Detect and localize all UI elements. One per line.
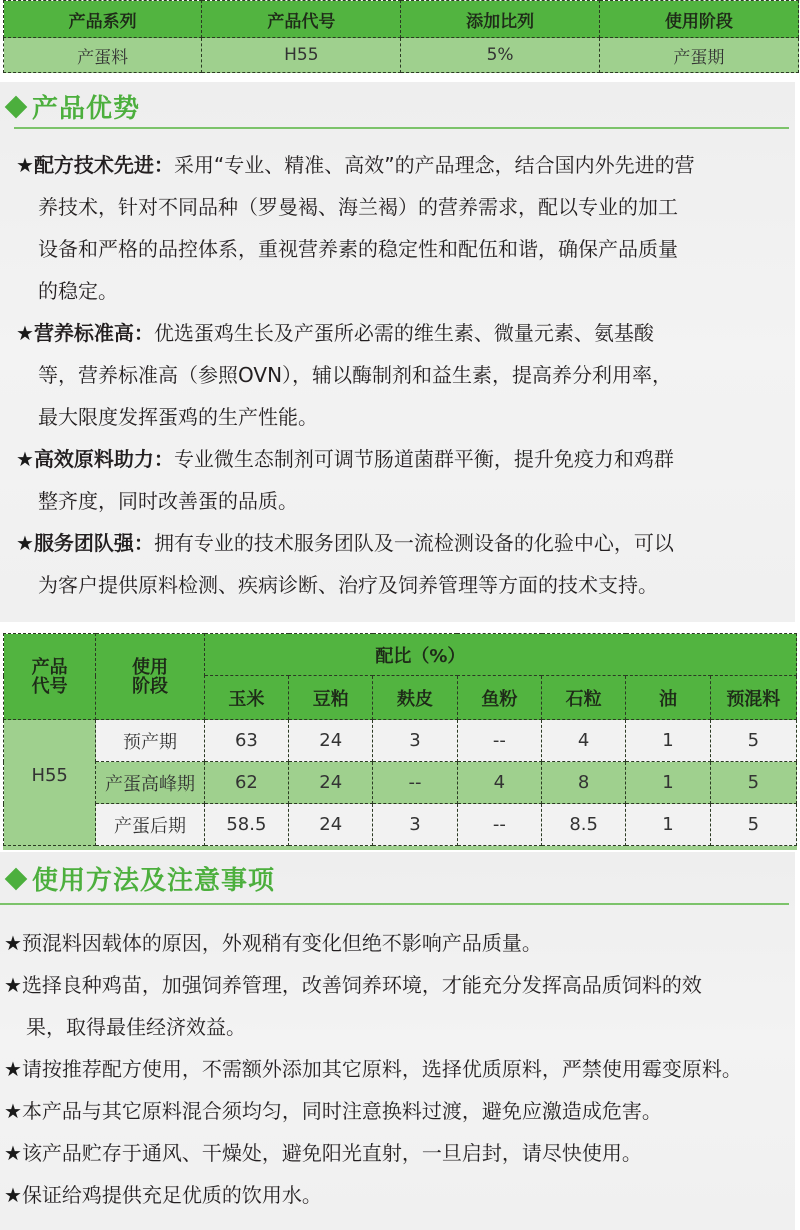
star-icon: ★: [4, 973, 22, 997]
header-product-series: 产品系列: [4, 1, 202, 38]
star-icon: ★: [4, 1057, 22, 1081]
usage-line: 果，取得最佳经济效益。: [26, 1015, 246, 1039]
advantage-line: 的稳定。: [38, 279, 118, 303]
cell-value: --: [457, 720, 541, 762]
usage-item: [4, 922, 742, 964]
advantage-line: 为客户提供原料检测、疾病诊断、治疗及饲养管理等方面的技术支持。: [38, 573, 658, 597]
header-usage-stage: [96, 634, 204, 720]
header-ingredient-corn: 玉米: [204, 676, 288, 720]
star-icon: ★: [16, 447, 34, 471]
cell-value: 1: [626, 804, 710, 846]
product-summary-table: [3, 0, 799, 73]
advantage-line: 养技术，针对不同品种（罗曼褐、海兰褐）的营养需求，配以专业的加工: [38, 195, 678, 219]
header-code-line1: 产品: [31, 656, 68, 678]
usage-line: 选择良种鸡苗，加强饲养管理，改善饲养环境，才能充分发挥高品质饲料的效: [21, 973, 702, 997]
cell-value: 4: [457, 762, 541, 804]
header-ingredient-bran: 麸皮: [373, 676, 457, 720]
cell-stage: 预产期: [96, 720, 204, 762]
advantage-line: 拥有专业的技术服务团队及一流检测设备的化验中心，可以: [153, 531, 674, 555]
advantage-line: 专业微生态制剂可调节肠道菌群平衡，提升免疫力和鸡群: [173, 447, 674, 471]
table-row: [4, 720, 797, 762]
header-product-code: [4, 634, 96, 720]
cell-value: 58.5: [204, 804, 288, 846]
usage-title-text: 使用方法及注意事项: [32, 866, 276, 896]
cell-value: 8.5: [542, 804, 626, 846]
header-ingredient-premix: 预混料: [710, 676, 796, 720]
advantages-section: [0, 82, 795, 622]
header-add-ratio: 添加比列: [401, 1, 599, 38]
cell-value: 5: [710, 804, 796, 846]
usage-section: [0, 852, 795, 1230]
header-stage-line2: 阶段: [132, 675, 169, 697]
advantage-line: 采用“专业、精准、高效”的产品理念，结合国内外先进的营: [173, 153, 695, 177]
cell-value: 63: [204, 720, 288, 762]
usage-line: 请按推荐配方使用，不需额外添加其它原料，选择优质原料，严禁使用霉变原料。: [21, 1057, 742, 1081]
advantage-lead: 服务团队强：: [33, 531, 154, 555]
ratio-header-row-1: [4, 634, 797, 676]
summary-data-row: [4, 38, 799, 73]
header-usage-stage: 使用阶段: [599, 1, 798, 38]
header-product-code: 产品代号: [202, 1, 401, 38]
header-ratio-group: 配比（%）: [204, 634, 796, 676]
usage-line: 该产品贮存于通风、干燥处，避免阳光直射，一旦启封，请尽快使用。: [21, 1141, 642, 1165]
ratio-table-bottom-strip: [3, 846, 797, 850]
usage-title-rule: [0, 903, 789, 905]
diamond-bullet-icon: [5, 95, 28, 118]
advantage-item-nutrition: [16, 312, 672, 438]
star-icon: ★: [16, 153, 34, 177]
advantage-item-materials: [16, 438, 674, 522]
cell-stage: 产蛋高峰期: [96, 762, 204, 804]
cell-value: 62: [204, 762, 288, 804]
advantage-line: 设备和严格的品控体系，重视营养素的稳定性和配伍和谐，确保产品质量: [38, 237, 678, 261]
usage-line: 预混料因载体的原因，外观稍有变化但绝不影响产品质量。: [21, 931, 542, 955]
diamond-bullet-icon: [5, 867, 28, 890]
star-icon: ★: [4, 1099, 22, 1123]
usage-line: 保证给鸡提供充足优质的饮用水。: [21, 1183, 322, 1207]
usage-title: [4, 860, 275, 897]
header-code-line2: 代号: [31, 675, 68, 697]
cell-product-code: H55: [202, 38, 401, 73]
star-icon: ★: [4, 931, 22, 955]
cell-value: 24: [289, 762, 373, 804]
cell-value: 5: [710, 720, 796, 762]
cell-value: 3: [373, 720, 457, 762]
usage-item: [4, 1132, 742, 1174]
cell-value: 24: [289, 804, 373, 846]
advantage-lead: 配方技术先进：: [33, 153, 174, 177]
cell-value: 8: [542, 762, 626, 804]
advantage-item-formula: [16, 144, 695, 312]
cell-stage: 产蛋后期: [96, 804, 204, 846]
advantage-line: 优选蛋鸡生长及产蛋所必需的维生素、微量元素、氨基酸: [153, 321, 654, 345]
star-icon: ★: [4, 1183, 22, 1207]
header-stage-line1: 使用: [132, 656, 169, 678]
cell-value: 4: [542, 720, 626, 762]
usage-item: [4, 1090, 742, 1132]
advantages-title-rule: [14, 127, 789, 129]
advantage-line: 最大限度发挥蛋鸡的生产性能。: [38, 405, 318, 429]
summary-header-row: [4, 1, 799, 38]
table-row: [4, 762, 797, 804]
advantage-item-service: [16, 522, 674, 606]
cell-value: 1: [626, 720, 710, 762]
cell-usage-stage: 产蛋期: [599, 38, 798, 73]
star-icon: ★: [16, 321, 34, 345]
cell-product-code: H55: [4, 720, 96, 846]
header-ingredient-oil: 油: [626, 676, 710, 720]
advantage-line: 整齐度，同时改善蛋的品质。: [38, 489, 298, 513]
advantage-lead: 营养标准高：: [33, 321, 154, 345]
cell-value: --: [373, 762, 457, 804]
usage-item: [4, 1174, 742, 1216]
feed-ratio-table: [3, 633, 797, 846]
cell-add-ratio: 5%: [401, 38, 599, 73]
cell-value: 3: [373, 804, 457, 846]
table-row: [4, 804, 797, 846]
advantage-line: 等，营养标准高（参照OVN），辅以酶制剂和益生素，提高养分利用率，: [38, 363, 673, 387]
header-ingredient-limestone: 石粒: [542, 676, 626, 720]
usage-item: [4, 1048, 742, 1090]
cell-value: 5: [710, 762, 796, 804]
cell-value: --: [457, 804, 541, 846]
cell-value: 24: [289, 720, 373, 762]
star-icon: ★: [4, 1141, 22, 1165]
usage-item: [4, 964, 742, 1006]
header-ingredient-soymeal: 豆粕: [289, 676, 373, 720]
usage-line: 本产品与其它原料混合须均匀，同时注意换料过渡，避免应激造成危害。: [21, 1099, 662, 1123]
advantages-title-text: 产品优势: [32, 94, 141, 124]
usage-list: [4, 922, 742, 1216]
cell-product-series: 产蛋料: [4, 38, 202, 73]
star-icon: ★: [16, 531, 34, 555]
cell-value: 1: [626, 762, 710, 804]
header-ingredient-fishmeal: 鱼粉: [457, 676, 541, 720]
advantages-title: [4, 88, 140, 125]
advantage-lead: 高效原料助力：: [33, 447, 174, 471]
